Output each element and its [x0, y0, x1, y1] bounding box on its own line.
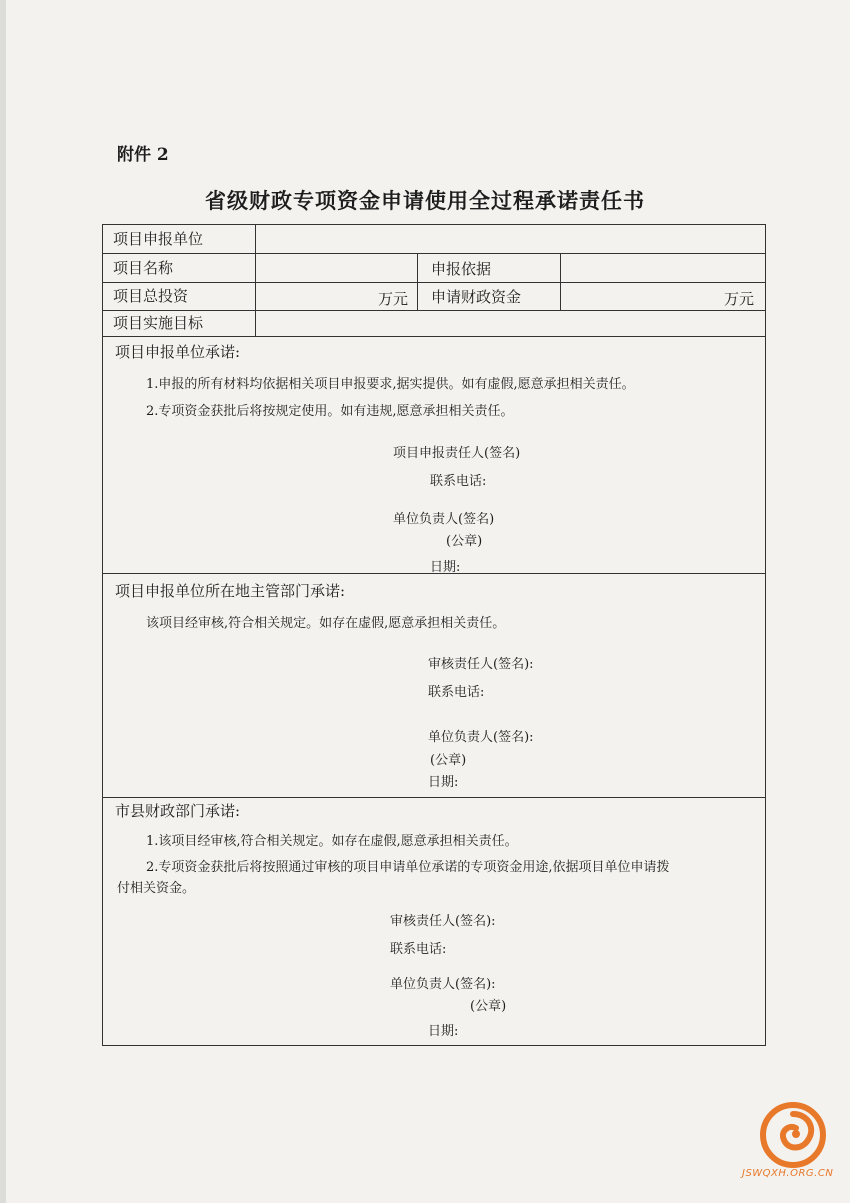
project-name-label: 项目名称 — [113, 259, 174, 277]
section2-unit-head: 单位负责人(签名): — [428, 730, 534, 745]
section1-heading: 项目申报单位承诺: — [115, 343, 241, 361]
row-divider — [102, 253, 766, 254]
section3-item2-line1: 2.专项资金获批后将按照通过审核的项目申请单位承诺的专项资金用途,依据项目单位申请拨 — [146, 860, 670, 875]
investment-unit: 万元 — [378, 290, 409, 308]
section1-item2: 2.专项资金获批后将按规定使用。如有违规,愿意承担相关责任。 — [146, 404, 514, 419]
applicant-unit-label: 项目申报单位 — [113, 230, 204, 248]
section1-responsible: 项目申报责任人(签名) — [393, 446, 521, 461]
row-divider — [102, 310, 766, 311]
basis-label: 申报依据 — [431, 260, 492, 278]
target-label: 项目实施目标 — [113, 314, 204, 332]
section3-heading: 市县财政部门承诺: — [115, 802, 241, 820]
row-divider — [102, 282, 766, 283]
section3-phone: 联系电话: — [390, 942, 447, 957]
section3-unit-head: 单位负责人(签名): — [390, 977, 496, 992]
column-divider — [560, 253, 561, 310]
section3-item1: 1.该项目经审核,符合相关规定。如存在虚假,愿意承担相关责任。 — [146, 834, 518, 849]
section1-phone: 联系电话: — [430, 474, 487, 489]
swirl-logo-icon — [758, 1100, 828, 1170]
section2-seal: (公章) — [430, 753, 467, 768]
section2-reviewer: 审核责任人(签名): — [428, 657, 534, 672]
requested-funds-label: 申请财政资金 — [431, 288, 522, 306]
section3-seal: (公章) — [470, 999, 507, 1014]
section1-date: 日期: — [430, 560, 461, 575]
column-divider — [417, 253, 418, 310]
section1-item1: 1.申报的所有材料均依据相关项目申报要求,据实提供。如有虚假,愿意承担相关责任。 — [146, 377, 635, 392]
requested-funds-unit: 万元 — [724, 290, 755, 308]
section3-reviewer: 审核责任人(签名): — [390, 914, 496, 929]
section3-date: 日期: — [428, 1024, 459, 1039]
section3-item2-line2: 付相关资金。 — [117, 881, 196, 896]
section1-unit-head: 单位负责人(签名) — [393, 512, 495, 527]
attachment-label: 附件 2 — [117, 145, 169, 165]
section2-statement: 该项目经审核,符合相关规定。如存在虚假,愿意承担相关责任。 — [146, 616, 506, 631]
section1-seal: (公章) — [446, 534, 483, 549]
page-edge — [0, 0, 6, 1203]
document-title: 省级财政专项资金申请使用全过程承诺责任书 — [205, 188, 645, 213]
watermark-text: JSWQXH.ORG.CN — [742, 1168, 834, 1179]
section2-heading: 项目申报单位所在地主管部门承诺: — [115, 582, 346, 600]
total-investment-label: 项目总投资 — [113, 287, 189, 305]
section2-date: 日期: — [428, 775, 459, 790]
section-divider — [102, 797, 766, 798]
row-divider — [102, 336, 766, 337]
section2-phone: 联系电话: — [428, 685, 485, 700]
column-divider — [255, 224, 256, 336]
